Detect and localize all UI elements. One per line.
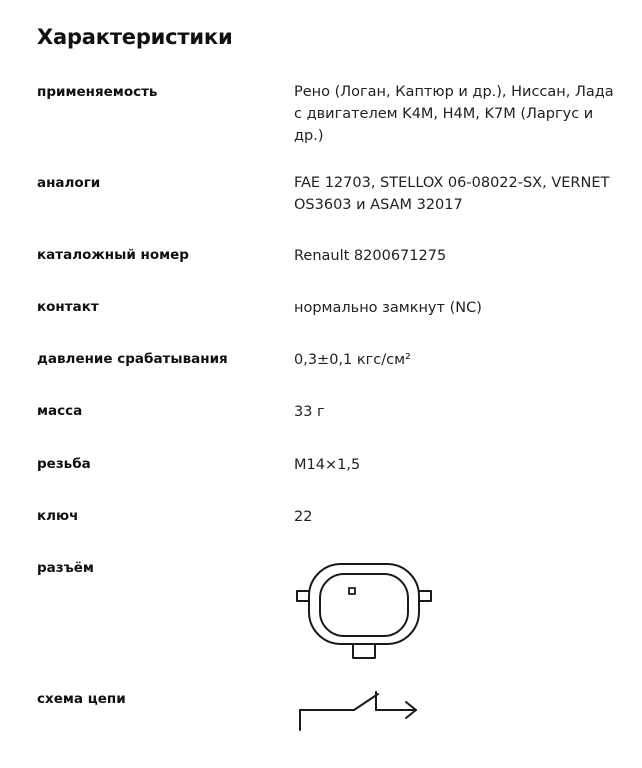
value-catalog-number: Renault 8200671275 <box>294 248 447 264</box>
connector-diagram-icon <box>294 558 434 662</box>
value-wrench: 22 <box>294 509 313 525</box>
label-catalog-number: каталожный номер <box>37 247 189 263</box>
connector-pin <box>349 588 355 594</box>
circuit-diagram-icon <box>294 686 424 732</box>
label-applicability: применяемость <box>37 84 158 100</box>
connector-latch <box>353 644 375 658</box>
label-trigger-pressure: давление срабатывания <box>37 351 228 367</box>
value-analogs: FAE 12703, STELLOX 06-08022-SX, VERNET OS3603 и ASAM 32017 <box>294 175 610 213</box>
connector-housing-outer <box>309 564 419 644</box>
value-thread: M14×1,5 <box>294 457 361 473</box>
label-thread: резьба <box>37 456 91 472</box>
value-applicability: Рено (Логан, Каптюр и др.), Ниссан, Лада с двигателем K4M, H4M, K7M (Ларгус и др.) <box>294 84 614 144</box>
label-analogs: аналоги <box>37 175 101 191</box>
circuit-switch-blade <box>354 694 378 710</box>
connector-housing-inner <box>320 574 408 636</box>
label-mass: масса <box>37 403 83 419</box>
value-trigger-pressure: 0,3±0,1 кгс/см² <box>294 352 411 368</box>
page-title: Характеристики <box>37 25 233 49</box>
label-connector: разъём <box>37 560 94 576</box>
value-contact: нормально замкнут (NC) <box>294 300 482 316</box>
label-wrench: ключ <box>37 508 79 524</box>
value-mass: 33 г <box>294 404 325 420</box>
label-circuit: схема цепи <box>37 691 126 707</box>
label-contact: контакт <box>37 299 99 315</box>
